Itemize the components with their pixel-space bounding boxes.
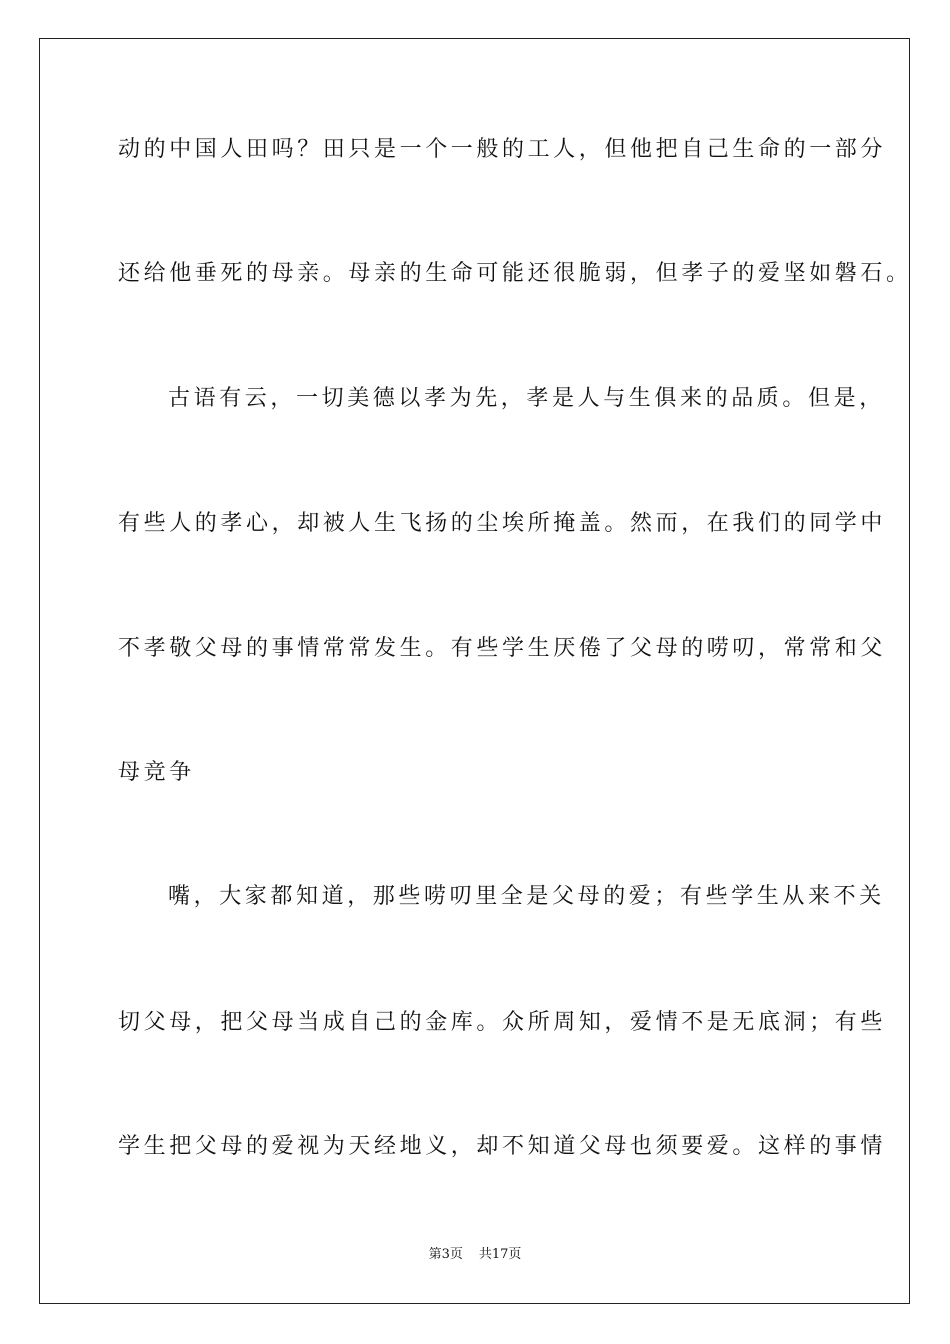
- page-footer: [0, 1246, 950, 1264]
- text-line-3: 古语有云，一切美德以孝为先，孝是人与生俱来的品质。但是，: [168, 386, 885, 411]
- text-line-6: 母竞争: [118, 760, 195, 785]
- text-line-8: 切父母，把父母当成自己的金库。众所周知，爱情不是无底洞；有些: [118, 1010, 887, 1035]
- page-border: [39, 38, 910, 1304]
- text-line-4: 有些人的孝心，却被人生飞扬的尘埃所掩盖。然而，在我们的同学中: [118, 511, 887, 536]
- text-line-7: 嘴，大家都知道，那些唠叨里全是父母的爱；有些学生从来不关: [168, 884, 885, 909]
- text-line-2: 还给他垂死的母亲。母亲的生命可能还很脆弱，但孝子的爱坚如磐石。: [118, 261, 912, 286]
- text-line-1: 动的中国人田吗？田只是一个一般的工人，但他把自己生命的一部分: [118, 137, 887, 162]
- total-pages: 共17页: [478, 1247, 522, 1262]
- text-line-5: 不孝敬父母的事情常常发生。有些学生厌倦了父母的唠叨，常常和父: [118, 636, 887, 661]
- page-number: 第3页: [428, 1247, 463, 1262]
- text-line-9: 学生把父母的爱视为天经地义，却不知道父母也须要爱。这样的事情: [118, 1134, 887, 1159]
